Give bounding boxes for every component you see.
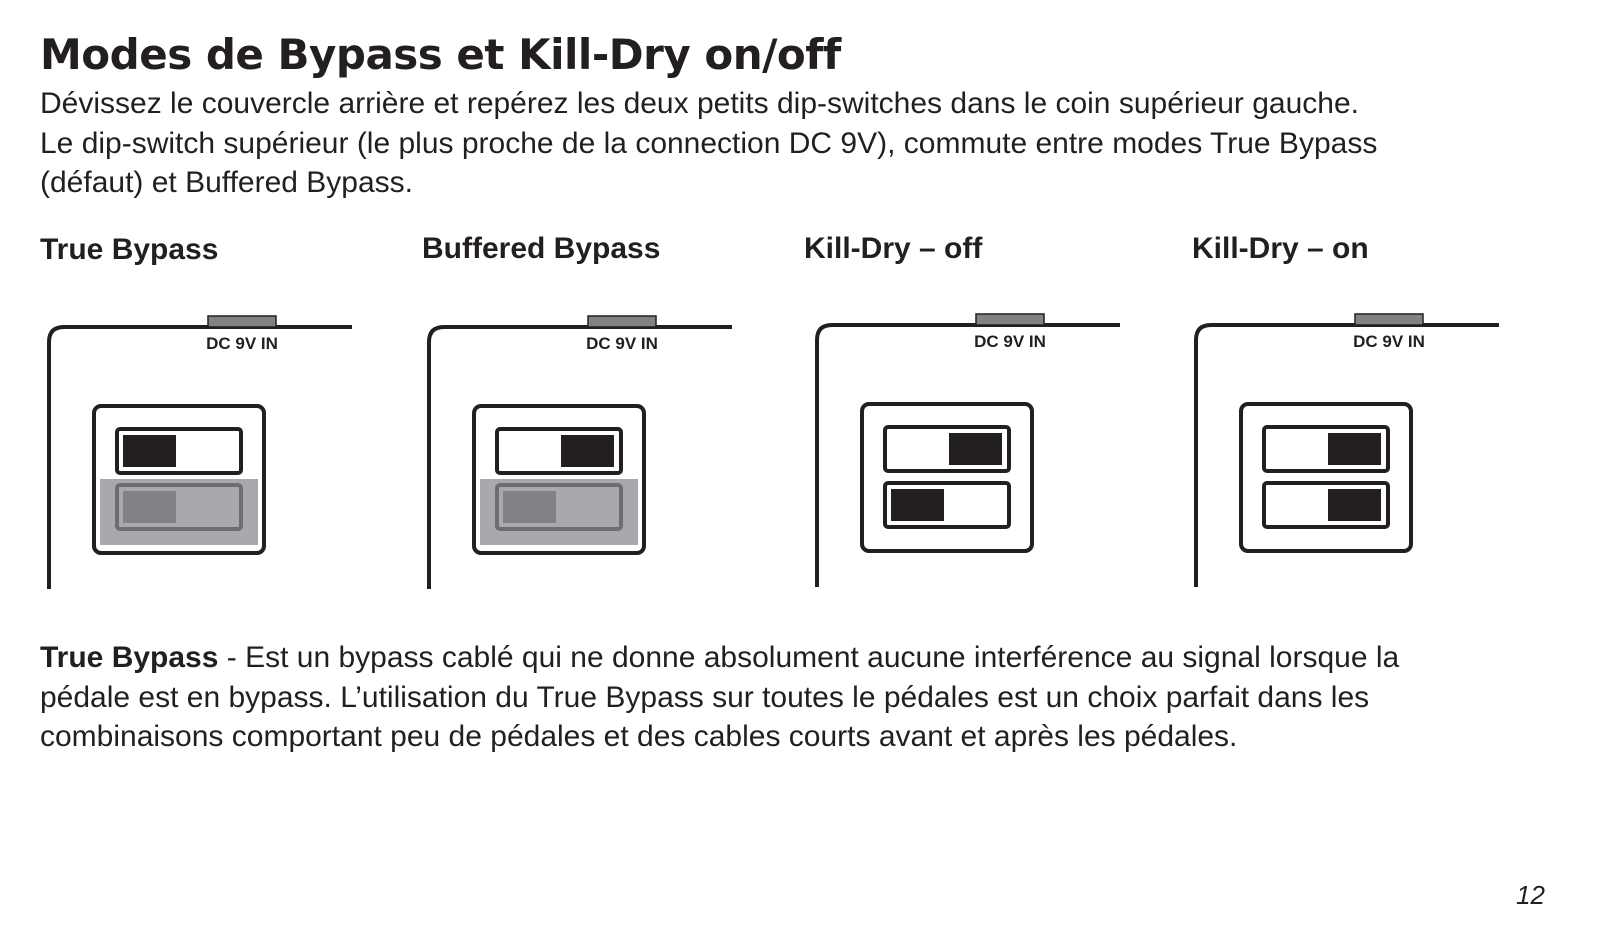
description-line: pédale est en bypass. L’utilisation du True Bypass sur toutes le pédales est un choix parfait dans les bbox=[40, 680, 1370, 714]
page-title: Modes de Bypass et Kill-Dry on/off bbox=[40, 30, 841, 79]
dip-switch-diagram-true-bypass bbox=[45, 312, 365, 598]
bottom-dip-switch-knob bbox=[891, 489, 944, 521]
dip-switch-diagram-kill-dry-off bbox=[813, 310, 1133, 596]
dc-jack-label: DC 9V IN bbox=[206, 334, 278, 353]
dc-jack bbox=[1355, 314, 1423, 325]
dc-jack-label: DC 9V IN bbox=[586, 334, 658, 353]
bottom-dip-switch-knob bbox=[503, 491, 556, 523]
dip-switch-diagram-svg bbox=[813, 310, 1133, 596]
mode-label-true-bypass: True Bypass bbox=[40, 233, 219, 266]
top-dip-switch-knob bbox=[561, 435, 614, 467]
intro-line: Le dip-switch supérieur (le plus proche de la connection DC 9V), commute entre modes True Bypass bbox=[40, 126, 1378, 160]
dip-switch-diagram-kill-dry-on bbox=[1192, 310, 1512, 596]
intro-line: Dévissez le couvercle arrière et repérez les deux petits dip-switches dans le coin supérieur gauche. bbox=[40, 87, 1359, 120]
dc-jack bbox=[976, 314, 1044, 325]
dc-jack-label: DC 9V IN bbox=[974, 332, 1046, 351]
top-dip-switch-knob bbox=[949, 433, 1002, 465]
bottom-dip-switch-knob bbox=[123, 491, 176, 523]
top-dip-switch-knob bbox=[123, 435, 176, 467]
dc-jack-label: DC 9V IN bbox=[1353, 332, 1425, 351]
bottom-dip-switch-knob bbox=[1328, 489, 1381, 521]
mode-label-buffered-bypass: Buffered Bypass bbox=[422, 232, 661, 265]
top-dip-switch-knob bbox=[1328, 433, 1381, 465]
intro-paragraph bbox=[40, 84, 1580, 203]
description-line bbox=[40, 638, 1580, 678]
dip-switch-diagram-buffered-bypass bbox=[425, 312, 745, 598]
mode-label-kill-dry-off: Kill-Dry – off bbox=[804, 232, 983, 265]
dc-jack bbox=[208, 316, 276, 327]
intro-line: (défaut) et Buffered Bypass. bbox=[40, 166, 413, 199]
description-text: - Est un bypass cablé qui ne donne absolument aucune interférence au signal lorsque la bbox=[218, 641, 1400, 674]
description-line: combinaisons comportant peu de pédales et des cables courts avant et après les pédales. bbox=[40, 720, 1238, 753]
dip-switch-diagram-svg bbox=[1192, 310, 1512, 596]
description-term: True Bypass bbox=[40, 641, 219, 674]
dc-jack bbox=[588, 316, 656, 327]
page-number: 12 bbox=[1516, 880, 1545, 910]
true-bypass-description bbox=[40, 638, 1580, 757]
mode-label-kill-dry-on: Kill-Dry – on bbox=[1192, 232, 1369, 265]
dip-switch-diagram-svg bbox=[45, 312, 365, 598]
dip-switch-diagram-svg bbox=[425, 312, 745, 598]
